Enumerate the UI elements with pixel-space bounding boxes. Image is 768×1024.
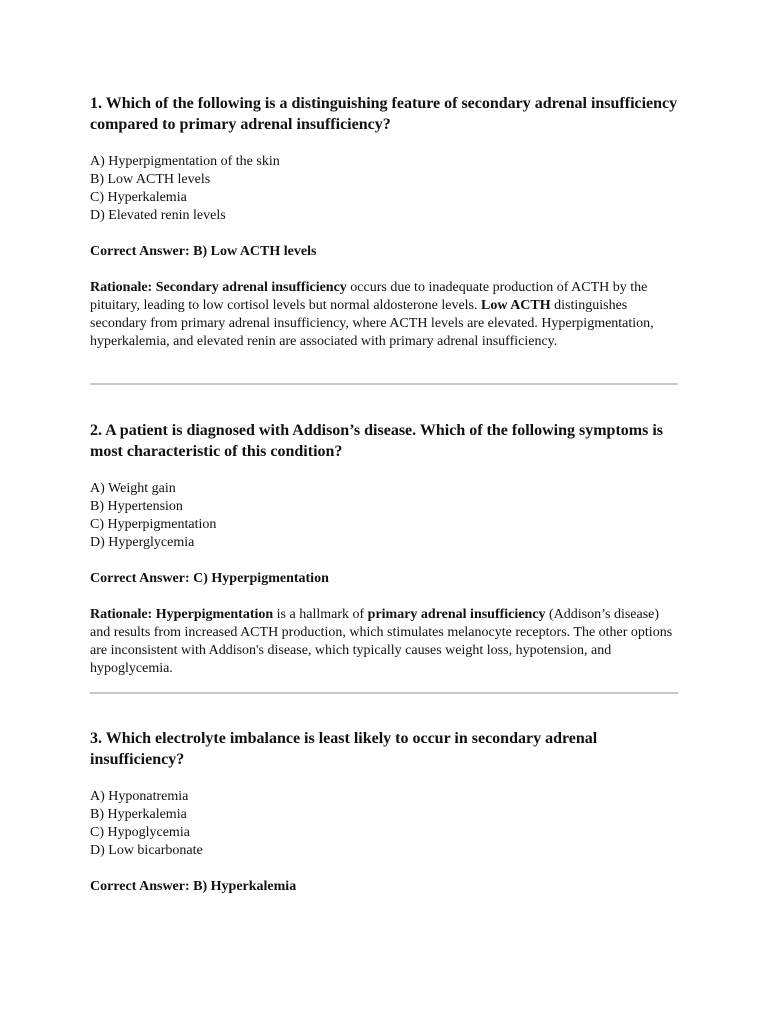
section-divider <box>90 692 678 694</box>
question-2-rationale <box>90 606 680 678</box>
rationale-emphasis: Secondary adrenal insufficiency <box>155 280 347 295</box>
question-1-option-b: B) Low ACTH levels <box>90 172 211 187</box>
rationale-emphasis: Low ACTH <box>481 298 551 313</box>
question-2-title: 2. A patient is diagnosed with Addison’s disease. Which of the following symptoms is most characteristic of this condition? <box>90 422 663 460</box>
question-2-options <box>90 480 680 552</box>
rationale-text: occurs due to inadequate production of ACTH by the pituitary, leading to low cortisol levels but normal aldosterone levels. <box>90 280 648 313</box>
question-1-rationale <box>90 279 680 351</box>
question-3-option-b: B) Hyperkalemia <box>90 807 187 822</box>
question-3-options <box>90 788 680 860</box>
question-3-option-a: A) Hyponatremia <box>90 789 189 804</box>
section-divider <box>90 383 678 385</box>
rationale-emphasis: primary adrenal insufficiency <box>367 607 546 622</box>
rationale-emphasis: Hyperpigmentation <box>155 607 274 622</box>
rationale-text: distinguishes secondary from primary adrenal insufficiency, where ACTH levels are elevated. Hyperpigmentation, hyperkalemia, and elevated renin are associated with primary adrenal insufficiency. <box>90 298 654 349</box>
question-1-option-c: C) Hyperkalemia <box>90 190 187 205</box>
question-1-correct-answer: Correct Answer: B) Low ACTH levels <box>90 244 317 259</box>
question-2-option-b: B) Hypertension <box>90 499 183 514</box>
question-1-option-a: A) Hyperpigmentation of the skin <box>90 154 280 169</box>
question-3-option-d: D) Low bicarbonate <box>90 843 203 858</box>
question-3-option-c: C) Hypoglycemia <box>90 825 190 840</box>
rationale-text: is a hallmark of <box>276 607 365 622</box>
question-3-correct-answer: Correct Answer: B) Hyperkalemia <box>90 879 297 894</box>
question-1-title: 1. Which of the following is a distinguishing feature of secondary adrenal insufficiency compared to primary adrenal insufficiency? <box>90 95 678 133</box>
question-1 <box>90 93 680 351</box>
question-3-title: 3. Which electrolyte imbalance is least likely to occur in secondary adrenal insufficiency? <box>90 730 598 768</box>
question-1-option-d: D) Elevated renin levels <box>90 208 226 223</box>
rationale-text: (Addison’s disease) and results from increased ACTH production, which stimulates melanocyte receptors. The other options are inconsistent with Addison's disease, which typically causes weight loss, hypotension, and hypoglycemia. <box>90 607 673 676</box>
question-2-option-a: A) Weight gain <box>90 481 176 496</box>
rationale-label: Rationale: <box>90 280 153 295</box>
question-1-options <box>90 153 680 225</box>
question-2-option-d: D) Hyperglycemia <box>90 535 195 550</box>
question-2-option-c: C) Hyperpigmentation <box>90 517 217 532</box>
question-3 <box>90 728 680 896</box>
question-2 <box>90 420 680 678</box>
question-2-correct-answer: Correct Answer: C) Hyperpigmentation <box>90 571 329 586</box>
rationale-label: Rationale: <box>90 607 153 622</box>
